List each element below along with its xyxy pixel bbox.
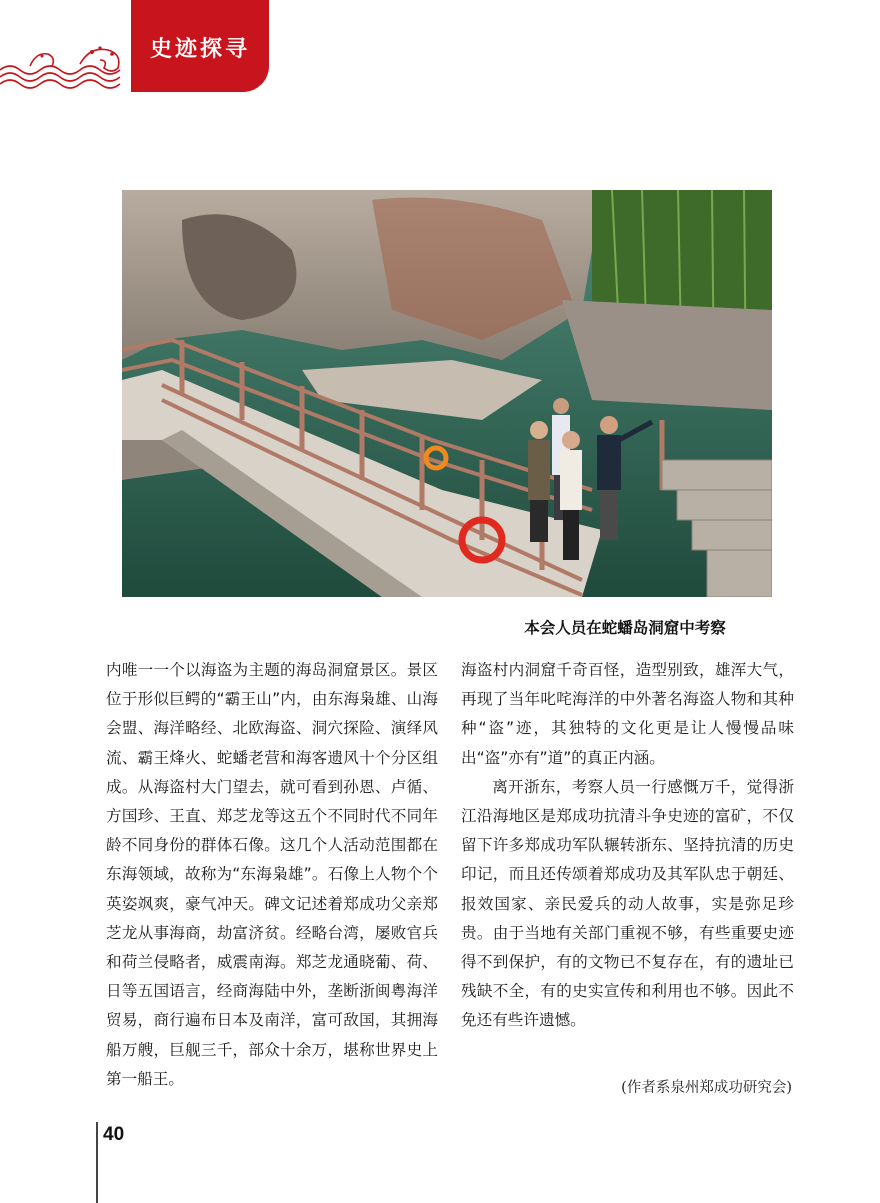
article-right-column	[461, 656, 794, 1036]
section-tab	[131, 0, 269, 92]
photo-cave-bridge-icon	[122, 190, 772, 597]
photo-caption: 本会人员在蛇蟠岛洞窟中考察	[524, 619, 726, 637]
page-divider	[96, 1122, 98, 1203]
article-paragraph: 内唯一一个以海盗为主题的海岛洞窟景区。景区位于形似巨鳄的“霸王山”内，由东海枭雄、山海会盟、海洋略经、北欧海盗、洞穴探险、演绎风流、霸王烽火、蛇蟠老营和海客遗风十个分区组成。从海盗村大门望去，就可看到孙恩、卢循、方国珍、王直、郑芝龙等这五个不同时代不同年龄不同身份的群体石像。这几个人活动范围都在东海领域，故称为“东海枭雄”。石像上人物个个英姿飒爽，豪气冲天。碑文记述着郑成功父亲郑芝龙从事海商，劫富济贫。经略台湾，屡败官兵和荷兰侵略者，威震南海。郑芝龙通晓葡、荷、日等五国语言，经商海陆中外，垄断浙闽粤海洋贸易，商行遍布日本及南洋，富可敌国，其拥海船万艘，巨舰三千，部众十余万，堪称世界史上第一船王。	[106, 661, 438, 1088]
article-left-column	[106, 656, 438, 1094]
page-number: 40	[103, 1124, 125, 1145]
article-paragraph: 离开浙东，考察人员一行感慨万千，觉得浙江沿海地区是郑成功抗清斗争史迹的富矿，不仅留下许多郑成功军队辗转浙东、坚持抗清的历史印记，而且还传颂着郑成功及其军队忠于朝廷、报效国家、亲民爱兵的动人故事，实是弥足珍贵。由于当地有关部门重视不够，有些重要史迹得不到保护，有的文物已不复存在，有的遗址已残缺不全，有的史实宣传和利用也不够。因此不免还有些许遗憾。	[461, 777, 794, 1030]
article-photo	[122, 190, 772, 597]
article-paragraph: 海盗村内洞窟千奇百怪，造型别致，雄浑大气，再现了当年叱咤海洋的中外著名海盗人物和其种种“盗”迹，其独特的文化更是让人慢慢品味出“盗”亦有”道”的真正内涵。	[461, 661, 794, 767]
section-title: 史迹探寻	[149, 36, 250, 62]
wave-ornament-icon	[0, 40, 130, 92]
author-byline: (作者系泉州郑成功研究会)	[621, 1080, 792, 1096]
